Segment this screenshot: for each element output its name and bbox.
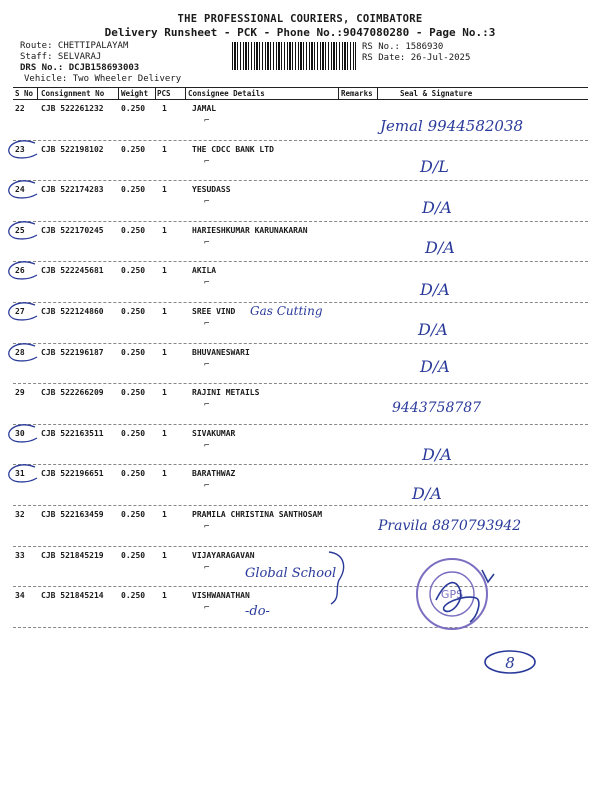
row-pcs: 1: [162, 347, 167, 357]
col-divider: [338, 87, 339, 99]
row-tick-icon: ⌐: [204, 278, 210, 289]
row-weight: 0.250: [121, 347, 146, 357]
seal-signature-icon: [430, 560, 500, 630]
row-weight: 0.250: [121, 225, 146, 235]
row-pcs: 1: [162, 104, 167, 113]
row-tick-icon: ⌐: [204, 562, 210, 573]
col-header-consignment: Consignment No: [41, 89, 105, 98]
row-pcs: 1: [162, 185, 167, 195]
row-tick-icon: ⌐: [204, 440, 210, 451]
signature-row-27: D/A: [418, 320, 448, 339]
staff-label: Staff: SELVARAJ: [20, 52, 102, 62]
col-header-sno: S No: [15, 89, 34, 98]
row-tick-icon: ⌐: [204, 156, 210, 167]
circle-mark-icon: [5, 463, 39, 485]
row-consignment: CJB 522245681: [41, 266, 104, 276]
barcode: [232, 42, 356, 70]
row-sno: 32: [15, 510, 25, 519]
col-divider: [37, 87, 38, 99]
row-tick-icon: ⌐: [204, 522, 210, 532]
row-separator: [13, 221, 588, 222]
row-sno: 25: [15, 225, 25, 235]
row-pcs: 1: [162, 144, 167, 154]
row-weight: 0.250: [121, 144, 146, 154]
row-consignee: BARATHWAZ: [192, 469, 236, 479]
table-header-border: [13, 99, 588, 100]
row-sno: 23: [15, 144, 25, 154]
row-consignee: PRAMILA CHRISTINA SANTHOSAM: [192, 510, 323, 519]
row-consignment: CJB 522124860: [41, 307, 104, 316]
signature-row-31: D/A: [412, 484, 442, 503]
row-separator: [13, 464, 588, 465]
row-weight: 0.250: [121, 185, 146, 195]
row-tick-icon: ⌐: [204, 603, 210, 614]
signature-row-29: 9443758787: [392, 400, 482, 416]
row-consignee: YESUDASS: [192, 185, 231, 195]
col-header-weight: Weight: [121, 89, 149, 98]
circle-mark-icon: [5, 342, 39, 364]
seal-text: GPS: [440, 588, 464, 601]
row-consignment: CJB 522266209: [41, 388, 104, 398]
row-sno: 31: [15, 469, 25, 479]
row-weight: 0.250: [121, 307, 146, 316]
row-consignee: BHUVANESWARI: [192, 347, 250, 357]
row-separator: [13, 505, 588, 506]
signature-row-30: D/A: [422, 445, 452, 464]
row-tick-icon: ⌐: [204, 359, 210, 370]
signature-row-26: D/A: [420, 280, 450, 299]
row-pcs: 1: [162, 225, 167, 235]
row-tick-icon: ⌐: [204, 481, 210, 492]
signature-row-23: D/L: [420, 157, 449, 176]
circle-mark-icon: [5, 423, 39, 445]
row-pcs: 1: [162, 307, 167, 316]
note-gas-cutting: Gas Cutting: [250, 304, 323, 318]
row-separator: [13, 180, 588, 181]
col-divider: [155, 87, 156, 99]
route-label: Route: CHETTIPALAYAM: [20, 41, 129, 51]
circle-mark-icon: [5, 179, 39, 201]
row-consignment: CJB 522196651: [41, 469, 104, 479]
col-divider: [185, 87, 186, 99]
row-sno: 33: [15, 550, 25, 560]
row-consignee: SIVAKUMAR: [192, 428, 236, 438]
row-consignee: VIJAYARAGAVAN: [192, 550, 255, 560]
row-weight: 0.250: [121, 591, 146, 601]
row-consignment: CJB 522163459: [41, 510, 104, 519]
row-separator: [13, 424, 588, 425]
signature-row-25: D/A: [425, 238, 455, 257]
row-pcs: 1: [162, 510, 167, 519]
row-separator: [13, 546, 588, 547]
circle-mark-icon: [5, 260, 39, 282]
runsheet-subtitle: Delivery Runsheet - PCK - Phone No.:9047080280 - Page No.:3: [104, 26, 496, 39]
row-tick-icon: ⌐: [204, 400, 210, 411]
row-consignee: THE CDCC BANK LTD: [192, 144, 274, 154]
row-tick-icon: ⌐: [204, 319, 210, 329]
row-weight: 0.250: [121, 550, 146, 560]
row-separator: [13, 261, 588, 262]
row-weight: 0.250: [121, 266, 146, 276]
circle-mark-icon: [5, 220, 39, 242]
row-consignment: CJB 522163511: [41, 428, 104, 438]
col-divider: [377, 87, 378, 99]
row-separator: [13, 627, 588, 628]
row-consignee: RAJINI METAILS: [192, 388, 260, 398]
row-tick-icon: ⌐: [204, 116, 210, 126]
row-sno: 28: [15, 347, 25, 357]
row-consignment: CJB 522196187: [41, 347, 104, 357]
row-consignee: HARIESHKUMAR KARUNAKARAN: [192, 225, 308, 235]
row-weight: 0.250: [121, 388, 146, 398]
row-sno: 22: [15, 104, 25, 113]
row-tick-icon: ⌐: [204, 197, 210, 208]
circle-mark-icon: [5, 139, 39, 161]
row-pcs: 1: [162, 469, 167, 479]
row-separator: [13, 383, 588, 384]
company-title: THE PROFESSIONAL COURIERS, COIMBATORE: [177, 13, 423, 25]
row-separator: [13, 343, 588, 344]
col-header-remarks: Remarks: [341, 89, 373, 98]
signature-row-22: Jemal 9944582038: [380, 117, 524, 135]
col-header-consignee: Consignee Details: [188, 89, 265, 98]
row-pcs: 1: [162, 591, 167, 601]
row-weight: 0.250: [121, 510, 146, 519]
row-sno: 29: [15, 388, 25, 398]
row-separator: [13, 302, 588, 303]
drs-number: DRS No.: DCJB158693003: [20, 63, 140, 73]
row-consignee: SREE VIND: [192, 307, 236, 316]
row-weight: 0.250: [121, 469, 146, 479]
row-sno: 30: [15, 428, 25, 438]
row-sno: 24: [15, 185, 25, 195]
circled-count-icon: [482, 648, 538, 676]
row-consignee: AKILA: [192, 266, 217, 276]
row-consignment: CJB 522174283: [41, 185, 104, 195]
table-top-border: [13, 87, 588, 88]
row-consignee: VISHWANATHAN: [192, 591, 250, 601]
row-pcs: 1: [162, 266, 167, 276]
bracket-mark-icon: [325, 548, 355, 608]
vehicle-label: Vehicle: Two Wheeler Delivery: [24, 74, 182, 84]
row-pcs: 1: [162, 550, 167, 560]
row-separator: [13, 140, 588, 141]
row-consignment: CJB 522170245: [41, 225, 104, 235]
row-tick-icon: ⌐: [204, 237, 210, 248]
signature-row-28: D/A: [420, 357, 450, 376]
row-consignee: JAMAL: [192, 104, 217, 113]
col-header-pcs: PCS: [157, 89, 171, 98]
row-consignment: CJB 521845219: [41, 550, 104, 560]
note-global-school: Global School: [245, 566, 337, 581]
note-ditto: -do-: [245, 604, 270, 619]
row-weight: 0.250: [121, 428, 146, 438]
row-consignment: CJB 522261232: [41, 104, 104, 113]
row-pcs: 1: [162, 428, 167, 438]
signature-row-32: Pravila 8870793942: [378, 518, 522, 534]
rs-number: RS No.: 1586930: [362, 42, 444, 52]
row-sno: 34: [15, 591, 25, 601]
count-text: 8: [505, 654, 515, 672]
col-divider: [118, 87, 119, 99]
circle-mark-icon: [5, 301, 39, 323]
row-consignment: CJB 521845214: [41, 591, 104, 601]
row-sno: 27: [15, 307, 25, 316]
row-consignment: CJB 522198102: [41, 144, 104, 154]
row-separator: [13, 586, 588, 587]
signature-row-24: D/A: [422, 198, 452, 217]
col-header-signature: Seal & Signature: [400, 89, 473, 98]
row-weight: 0.250: [121, 104, 146, 113]
row-pcs: 1: [162, 388, 167, 398]
row-sno: 26: [15, 266, 25, 276]
rs-date: RS Date: 26-Jul-2025: [362, 53, 471, 63]
